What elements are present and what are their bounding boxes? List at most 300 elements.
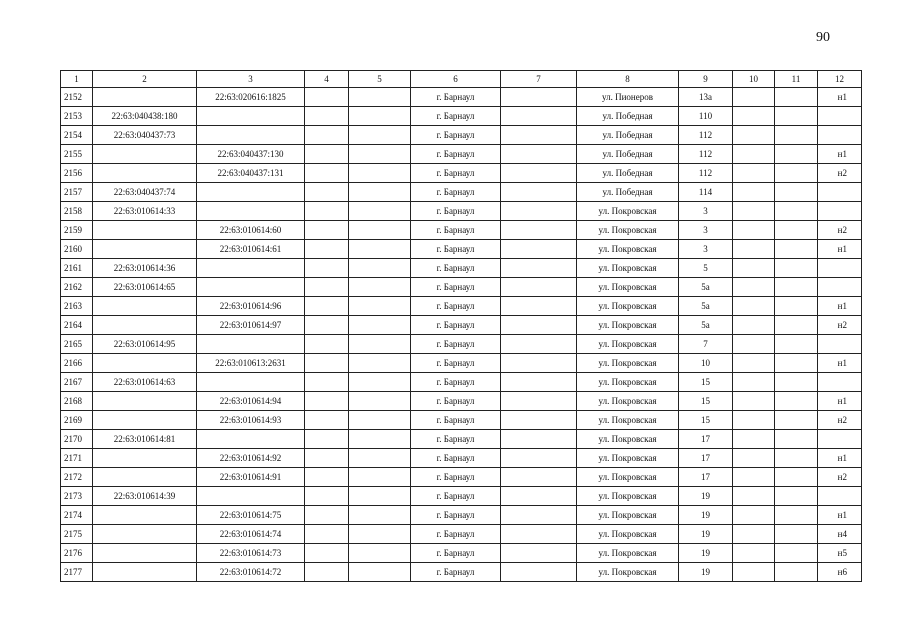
table-cell-col-12 — [818, 335, 862, 354]
table-cell-col-10 — [733, 297, 775, 316]
table-cell-col-8: ул. Покровская — [577, 468, 679, 487]
table-cell-col-6: г. Барнаул — [411, 544, 501, 563]
table-cell-col-5 — [349, 259, 411, 278]
table-cell-col-3 — [197, 373, 305, 392]
table-cell-col-7 — [501, 107, 577, 126]
table-cell-col-10 — [733, 221, 775, 240]
table-cell-col-9: 112 — [679, 164, 733, 183]
table-cell-col-6: г. Барнаул — [411, 297, 501, 316]
table-cell-col-12: н1 — [818, 354, 862, 373]
table-cell-col-9: 19 — [679, 506, 733, 525]
table-cell-col-12: н1 — [818, 88, 862, 107]
table-cell-col-11 — [775, 107, 818, 126]
table-cell-col-12 — [818, 373, 862, 392]
table-cell-col-2 — [93, 88, 197, 107]
table-cell-col-3 — [197, 430, 305, 449]
table-cell-col-7 — [501, 145, 577, 164]
table-cell-col-11 — [775, 563, 818, 582]
table-cell-col-4 — [305, 259, 349, 278]
table-cell-col-9: 10 — [679, 354, 733, 373]
table-cell-col-7 — [501, 183, 577, 202]
table-cell-col-3 — [197, 278, 305, 297]
table-cell-col-2 — [93, 392, 197, 411]
table-cell-col-1: 2163 — [61, 297, 93, 316]
table-cell-col-10 — [733, 145, 775, 164]
table-cell-col-8: ул. Покровская — [577, 392, 679, 411]
table-cell-col-11 — [775, 164, 818, 183]
table-cell-col-12: н1 — [818, 449, 862, 468]
table-cell-col-7 — [501, 335, 577, 354]
table-cell-col-12 — [818, 202, 862, 221]
table-cell-col-5 — [349, 430, 411, 449]
table-cell-col-7 — [501, 392, 577, 411]
table-cell-col-12 — [818, 259, 862, 278]
table-cell-col-2: 22:63:040438:180 — [93, 107, 197, 126]
table-cell-col-2 — [93, 411, 197, 430]
table-cell-col-6: г. Барнаул — [411, 354, 501, 373]
table-cell-col-10 — [733, 259, 775, 278]
table-cell-col-12 — [818, 487, 862, 506]
table-cell-col-10 — [733, 430, 775, 449]
table-cell-col-6: г. Барнаул — [411, 373, 501, 392]
table-cell-col-5 — [349, 335, 411, 354]
table-cell-col-3 — [197, 183, 305, 202]
table-cell-col-2 — [93, 221, 197, 240]
page-number: 90 — [816, 30, 830, 45]
table-cell-col-5 — [349, 354, 411, 373]
table-cell-col-2: 22:63:010614:39 — [93, 487, 197, 506]
table-cell-col-11 — [775, 202, 818, 221]
table-cell-col-1: 2168 — [61, 392, 93, 411]
table-cell-col-6: г. Барнаул — [411, 563, 501, 582]
table-cell-col-10 — [733, 487, 775, 506]
table-cell-col-7 — [501, 354, 577, 373]
table-cell-col-10 — [733, 335, 775, 354]
table-cell-col-7 — [501, 525, 577, 544]
table-cell-col-9: 19 — [679, 487, 733, 506]
table-row — [61, 449, 862, 468]
table-row — [61, 107, 862, 126]
table-cell-col-3: 22:63:020616:1825 — [197, 88, 305, 107]
table-cell-col-12 — [818, 183, 862, 202]
table-cell-col-6: г. Барнаул — [411, 278, 501, 297]
table-cell-col-1: 2152 — [61, 88, 93, 107]
table-cell-col-7 — [501, 449, 577, 468]
table-cell-col-10 — [733, 544, 775, 563]
table-cell-col-9: 3 — [679, 240, 733, 259]
table-cell-col-10 — [733, 88, 775, 107]
table-cell-col-11 — [775, 335, 818, 354]
table-cell-col-3 — [197, 126, 305, 145]
table-cell-col-11 — [775, 392, 818, 411]
table-cell-col-12: н1 — [818, 297, 862, 316]
table-cell-col-10 — [733, 316, 775, 335]
table-cell-col-12 — [818, 126, 862, 145]
table-cell-col-12: н1 — [818, 240, 862, 259]
table-cell-col-6: г. Барнаул — [411, 202, 501, 221]
table-cell-col-5 — [349, 525, 411, 544]
table-cell-col-4 — [305, 126, 349, 145]
table-cell-col-12: н2 — [818, 164, 862, 183]
table-cell-col-9: 15 — [679, 373, 733, 392]
table-cell-col-10 — [733, 563, 775, 582]
table-cell-col-6: г. Барнаул — [411, 183, 501, 202]
table-cell-col-1: 2167 — [61, 373, 93, 392]
table-cell-col-7 — [501, 202, 577, 221]
table-cell-col-4 — [305, 221, 349, 240]
table-cell-col-9: 5а — [679, 316, 733, 335]
table-cell-col-8: ул. Покровская — [577, 259, 679, 278]
table-cell-col-3: 22:63:010614:61 — [197, 240, 305, 259]
table-cell-col-5 — [349, 107, 411, 126]
table-cell-col-1: 2177 — [61, 563, 93, 582]
table-row — [61, 487, 862, 506]
table-row — [61, 202, 862, 221]
table-cell-col-10 — [733, 126, 775, 145]
table-cell-col-7 — [501, 430, 577, 449]
table-cell-col-11 — [775, 126, 818, 145]
registry-table — [60, 70, 862, 582]
table-cell-col-2 — [93, 240, 197, 259]
table-cell-col-11 — [775, 525, 818, 544]
table-cell-col-12 — [818, 430, 862, 449]
table-cell-col-7 — [501, 259, 577, 278]
table-cell-col-10 — [733, 278, 775, 297]
table-cell-col-11 — [775, 430, 818, 449]
table-cell-col-1: 2156 — [61, 164, 93, 183]
table-cell-col-5 — [349, 506, 411, 525]
table-row — [61, 88, 862, 107]
column-header-11: 11 — [775, 71, 818, 88]
table-cell-col-12: н2 — [818, 316, 862, 335]
table-cell-col-9: 110 — [679, 107, 733, 126]
table-cell-col-11 — [775, 506, 818, 525]
table-cell-col-3 — [197, 259, 305, 278]
table-cell-col-5 — [349, 164, 411, 183]
table-cell-col-8: ул. Покровская — [577, 411, 679, 430]
table-cell-col-8: ул. Покровская — [577, 525, 679, 544]
table-cell-col-7 — [501, 373, 577, 392]
table-row — [61, 316, 862, 335]
table-cell-col-9: 19 — [679, 525, 733, 544]
table-cell-col-6: г. Барнаул — [411, 88, 501, 107]
table-cell-col-4 — [305, 563, 349, 582]
table-cell-col-12: н2 — [818, 468, 862, 487]
table-cell-col-12: н1 — [818, 506, 862, 525]
table-cell-col-2: 22:63:010614:65 — [93, 278, 197, 297]
table-cell-col-3: 22:63:040437:130 — [197, 145, 305, 164]
table-cell-col-4 — [305, 316, 349, 335]
table-cell-col-10 — [733, 449, 775, 468]
table-cell-col-1: 2162 — [61, 278, 93, 297]
table-cell-col-2: 22:63:010614:95 — [93, 335, 197, 354]
table-cell-col-7 — [501, 506, 577, 525]
table-cell-col-8: ул. Покровская — [577, 487, 679, 506]
table-row — [61, 221, 862, 240]
table-cell-col-8: ул. Покровская — [577, 449, 679, 468]
table-cell-col-11 — [775, 145, 818, 164]
table-row — [61, 259, 862, 278]
table-cell-col-4 — [305, 468, 349, 487]
table-cell-col-2 — [93, 525, 197, 544]
table-cell-col-6: г. Барнаул — [411, 506, 501, 525]
table-cell-col-7 — [501, 411, 577, 430]
table-cell-col-6: г. Барнаул — [411, 259, 501, 278]
table-cell-col-3: 22:63:010614:91 — [197, 468, 305, 487]
table-cell-col-1: 2171 — [61, 449, 93, 468]
table-cell-col-12: н1 — [818, 392, 862, 411]
table-cell-col-8: ул. Покровская — [577, 373, 679, 392]
table-cell-col-6: г. Барнаул — [411, 107, 501, 126]
table-row — [61, 354, 862, 373]
table-cell-col-6: г. Барнаул — [411, 335, 501, 354]
table-cell-col-10 — [733, 392, 775, 411]
table-cell-col-5 — [349, 316, 411, 335]
table-cell-col-4 — [305, 487, 349, 506]
table-cell-col-1: 2160 — [61, 240, 93, 259]
table-cell-col-10 — [733, 506, 775, 525]
table-cell-col-6: г. Барнаул — [411, 411, 501, 430]
table-cell-col-3: 22:63:010613:2631 — [197, 354, 305, 373]
table-cell-col-7 — [501, 487, 577, 506]
table-cell-col-12: н5 — [818, 544, 862, 563]
table-cell-col-2 — [93, 145, 197, 164]
table-cell-col-8: ул. Покровская — [577, 544, 679, 563]
table-cell-col-8: ул. Покровская — [577, 506, 679, 525]
table-cell-col-8: ул. Покровская — [577, 354, 679, 373]
table-cell-col-2 — [93, 506, 197, 525]
table-cell-col-12: н4 — [818, 525, 862, 544]
table-cell-col-4 — [305, 544, 349, 563]
table-cell-col-11 — [775, 297, 818, 316]
table-cell-col-3: 22:63:010614:96 — [197, 297, 305, 316]
table-cell-col-4 — [305, 373, 349, 392]
table-cell-col-1: 2155 — [61, 145, 93, 164]
table-cell-col-1: 2172 — [61, 468, 93, 487]
table-cell-col-1: 2175 — [61, 525, 93, 544]
table-cell-col-1: 2161 — [61, 259, 93, 278]
table-cell-col-8: ул. Пионеров — [577, 88, 679, 107]
table-cell-col-9: 17 — [679, 449, 733, 468]
table-cell-col-10 — [733, 183, 775, 202]
table-cell-col-1: 2158 — [61, 202, 93, 221]
table-cell-col-5 — [349, 544, 411, 563]
table-cell-col-7 — [501, 297, 577, 316]
table-cell-col-7 — [501, 278, 577, 297]
table-cell-col-2: 22:63:010614:36 — [93, 259, 197, 278]
table-cell-col-8: ул. Победная — [577, 164, 679, 183]
table-header — [61, 71, 862, 88]
table-cell-col-4 — [305, 183, 349, 202]
table-row — [61, 145, 862, 164]
table-cell-col-4 — [305, 506, 349, 525]
table-cell-col-2 — [93, 164, 197, 183]
table-cell-col-7 — [501, 221, 577, 240]
table-cell-col-1: 2174 — [61, 506, 93, 525]
table-cell-col-8: ул. Покровская — [577, 335, 679, 354]
table-row — [61, 278, 862, 297]
table-cell-col-1: 2153 — [61, 107, 93, 126]
table-cell-col-10 — [733, 354, 775, 373]
table-cell-col-11 — [775, 316, 818, 335]
table-row — [61, 297, 862, 316]
table-cell-col-6: г. Барнаул — [411, 221, 501, 240]
table-cell-col-9: 5а — [679, 297, 733, 316]
table-cell-col-2 — [93, 544, 197, 563]
table-row — [61, 468, 862, 487]
table-cell-col-2 — [93, 468, 197, 487]
header-row — [61, 71, 862, 88]
table-cell-col-3: 22:63:010614:72 — [197, 563, 305, 582]
table-cell-col-9: 112 — [679, 126, 733, 145]
table-cell-col-4 — [305, 297, 349, 316]
table-cell-col-5 — [349, 563, 411, 582]
table-cell-col-11 — [775, 240, 818, 259]
table-cell-col-5 — [349, 221, 411, 240]
table-cell-col-1: 2159 — [61, 221, 93, 240]
table-cell-col-4 — [305, 354, 349, 373]
table-cell-col-8: ул. Покровская — [577, 297, 679, 316]
table-cell-col-10 — [733, 240, 775, 259]
table-cell-col-4 — [305, 449, 349, 468]
table-cell-col-10 — [733, 164, 775, 183]
table-cell-col-7 — [501, 468, 577, 487]
table-row — [61, 373, 862, 392]
table-cell-col-2: 22:63:040437:73 — [93, 126, 197, 145]
table-cell-col-5 — [349, 183, 411, 202]
table-cell-col-8: ул. Победная — [577, 145, 679, 164]
table-cell-col-2 — [93, 449, 197, 468]
table-row — [61, 183, 862, 202]
table-cell-col-5 — [349, 373, 411, 392]
table-row — [61, 430, 862, 449]
table-row — [61, 544, 862, 563]
column-header-4: 4 — [305, 71, 349, 88]
table-cell-col-6: г. Барнаул — [411, 316, 501, 335]
table-cell-col-11 — [775, 221, 818, 240]
table-cell-col-5 — [349, 126, 411, 145]
table-cell-col-3: 22:63:010614:93 — [197, 411, 305, 430]
table-cell-col-1: 2169 — [61, 411, 93, 430]
table-cell-col-6: г. Барнаул — [411, 145, 501, 164]
table-cell-col-9: 19 — [679, 563, 733, 582]
table-cell-col-4 — [305, 411, 349, 430]
table-cell-col-3 — [197, 335, 305, 354]
table-cell-col-8: ул. Покровская — [577, 278, 679, 297]
table-cell-col-2 — [93, 316, 197, 335]
table-cell-col-3: 22:63:010614:74 — [197, 525, 305, 544]
table-cell-col-1: 2165 — [61, 335, 93, 354]
table-cell-col-6: г. Барнаул — [411, 487, 501, 506]
table-cell-col-9: 7 — [679, 335, 733, 354]
table-cell-col-9: 114 — [679, 183, 733, 202]
table-cell-col-3: 22:63:010614:60 — [197, 221, 305, 240]
table-cell-col-4 — [305, 240, 349, 259]
table-cell-col-1: 2176 — [61, 544, 93, 563]
table-cell-col-9: 112 — [679, 145, 733, 164]
table-cell-col-3: 22:63:010614:97 — [197, 316, 305, 335]
column-header-7: 7 — [501, 71, 577, 88]
table-cell-col-5 — [349, 88, 411, 107]
table-cell-col-9: 17 — [679, 430, 733, 449]
table-cell-col-3 — [197, 107, 305, 126]
table-cell-col-1: 2154 — [61, 126, 93, 145]
table-cell-col-10 — [733, 107, 775, 126]
table-cell-col-4 — [305, 88, 349, 107]
table-cell-col-11 — [775, 468, 818, 487]
table-cell-col-3: 22:63:010614:94 — [197, 392, 305, 411]
table-cell-col-11 — [775, 449, 818, 468]
column-header-1: 1 — [61, 71, 93, 88]
table-cell-col-10 — [733, 525, 775, 544]
table-cell-col-3: 22:63:040437:131 — [197, 164, 305, 183]
column-header-12: 12 — [818, 71, 862, 88]
table-cell-col-8: ул. Победная — [577, 126, 679, 145]
table-cell-col-11 — [775, 373, 818, 392]
column-header-8: 8 — [577, 71, 679, 88]
table-cell-col-9: 19 — [679, 544, 733, 563]
table-row — [61, 392, 862, 411]
column-header-3: 3 — [197, 71, 305, 88]
table-cell-col-3 — [197, 202, 305, 221]
table-cell-col-5 — [349, 145, 411, 164]
table-cell-col-12: н1 — [818, 145, 862, 164]
table-cell-col-9: 15 — [679, 411, 733, 430]
table-body — [61, 88, 862, 582]
table-cell-col-3: 22:63:010614:92 — [197, 449, 305, 468]
table-cell-col-7 — [501, 544, 577, 563]
column-header-5: 5 — [349, 71, 411, 88]
table-cell-col-4 — [305, 107, 349, 126]
table-cell-col-7 — [501, 126, 577, 145]
table-cell-col-12 — [818, 278, 862, 297]
column-header-10: 10 — [733, 71, 775, 88]
table-cell-col-3: 22:63:010614:73 — [197, 544, 305, 563]
table-cell-col-5 — [349, 392, 411, 411]
table-cell-col-10 — [733, 373, 775, 392]
table-cell-col-9: 5 — [679, 259, 733, 278]
table-cell-col-8: ул. Покровская — [577, 202, 679, 221]
table-cell-col-5 — [349, 411, 411, 430]
table-cell-col-7 — [501, 563, 577, 582]
table-cell-col-1: 2164 — [61, 316, 93, 335]
table-cell-col-1: 2173 — [61, 487, 93, 506]
table-cell-col-5 — [349, 278, 411, 297]
table-cell-col-9: 13а — [679, 88, 733, 107]
table-row — [61, 411, 862, 430]
table-cell-col-5 — [349, 487, 411, 506]
table-cell-col-11 — [775, 183, 818, 202]
table-cell-col-6: г. Барнаул — [411, 164, 501, 183]
table-cell-col-9: 5а — [679, 278, 733, 297]
table-cell-col-8: ул. Покровская — [577, 430, 679, 449]
table-cell-col-6: г. Барнаул — [411, 449, 501, 468]
table-cell-col-10 — [733, 468, 775, 487]
table-row — [61, 164, 862, 183]
table-cell-col-2 — [93, 297, 197, 316]
table-cell-col-10 — [733, 411, 775, 430]
table-cell-col-4 — [305, 335, 349, 354]
table-cell-col-6: г. Барнаул — [411, 430, 501, 449]
column-header-6: 6 — [411, 71, 501, 88]
table-cell-col-1: 2170 — [61, 430, 93, 449]
table-cell-col-11 — [775, 88, 818, 107]
table-cell-col-12: н2 — [818, 411, 862, 430]
table-cell-col-12: н6 — [818, 563, 862, 582]
table-cell-col-6: г. Барнаул — [411, 126, 501, 145]
table-cell-col-11 — [775, 544, 818, 563]
table-cell-col-2: 22:63:010614:81 — [93, 430, 197, 449]
